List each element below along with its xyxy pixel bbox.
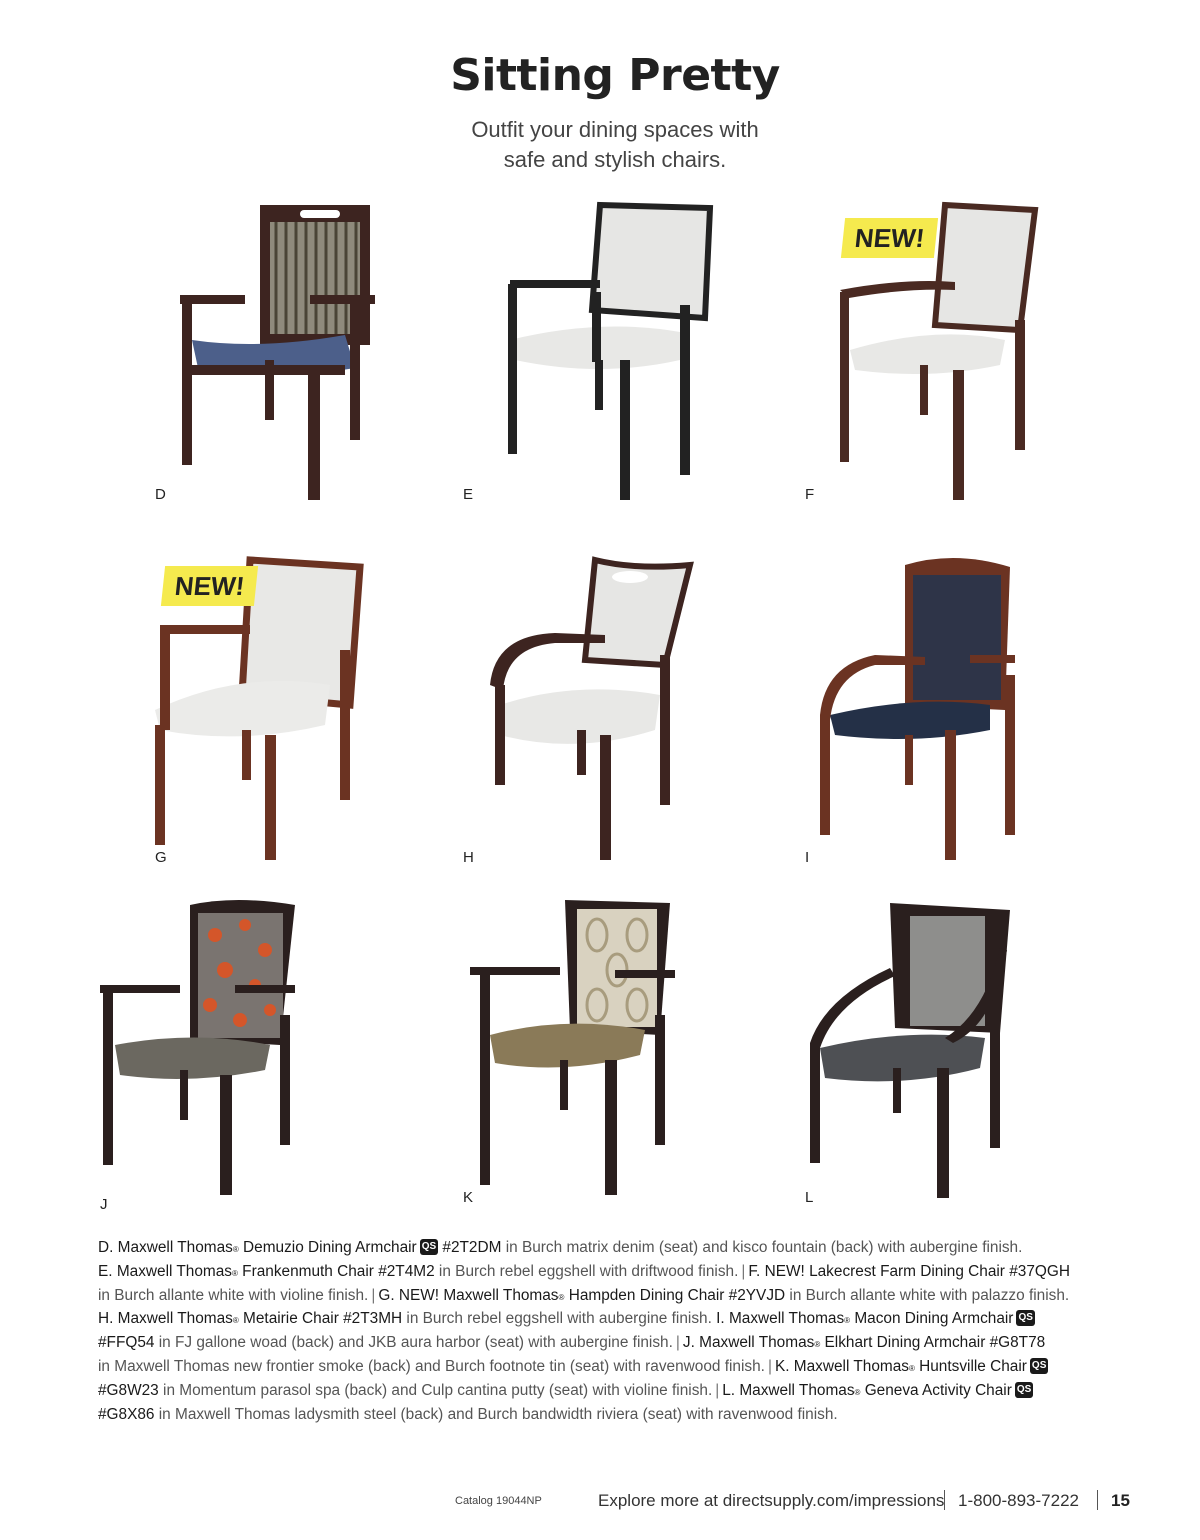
desc-d-name2: Demuzio Dining Armchair <box>238 1239 417 1256</box>
desc-line-2 <box>98 1260 1168 1284</box>
subtitle-line-2: safe and stylish chairs. <box>503 147 727 172</box>
qs-icon: QS <box>1015 1382 1033 1398</box>
desc-l-text: in Maxwell Thomas ladysmith steel (back) and Burch bandwidth riviera (seat) with ravenwood finish. <box>154 1405 838 1423</box>
desc-i-sku: #FFQ54 <box>98 1334 155 1352</box>
desc-line-4 <box>98 1307 1168 1331</box>
desc-g-name: G. NEW! Maxwell Thomas <box>378 1286 559 1304</box>
qs-icon: QS <box>1030 1358 1048 1374</box>
desc-j-name2: Elkhart Dining Armchair #G8T78 <box>820 1334 1046 1352</box>
desc-e-name: E. Maxwell Thomas <box>98 1262 232 1280</box>
desc-l-name: L. Maxwell Thomas <box>722 1381 855 1399</box>
desc-d-text: in Burch matrix denim (seat) and kisco fountain (back) with aubergine finish. <box>501 1239 1023 1256</box>
chair-d-image <box>170 200 390 505</box>
chair-j-image <box>95 895 305 1200</box>
desc-line-3 <box>98 1284 1168 1308</box>
desc-line-6 <box>98 1355 1168 1379</box>
desc-j-name: J. Maxwell Thomas <box>682 1334 815 1352</box>
desc-k-name2: Huntsville Chair <box>914 1357 1027 1375</box>
desc-i-name2: Macon Dining Armchair <box>850 1310 1014 1328</box>
reg-mark: ® <box>232 1316 239 1326</box>
desc-k-text: in Momentum parasol spa (back) and Culp cantina putty (seat) with violine finish. <box>158 1381 713 1399</box>
page-subtitle <box>0 115 1200 175</box>
footer-divider <box>944 1490 945 1510</box>
qs-icon: QS <box>420 1239 438 1255</box>
desc-line-5 <box>98 1331 1168 1355</box>
desc-line-7 <box>98 1379 1168 1403</box>
reg-mark: ® <box>232 1268 238 1278</box>
desc-d-name: D. Maxwell Thomas <box>98 1239 233 1256</box>
reg-mark: ® <box>814 1340 821 1350</box>
separator: | <box>715 1381 720 1399</box>
phone-number[interactable]: 1-800-893-7222 <box>958 1491 1079 1510</box>
chair-letter-k: K <box>463 1189 474 1206</box>
desc-k-name: K. Maxwell Thomas <box>774 1357 909 1375</box>
desc-l-name2: Geneva Activity Chair <box>860 1381 1012 1399</box>
page-title: Sitting Pretty <box>450 50 780 101</box>
desc-j-text: in Maxwell Thomas new frontier smoke (back) and Burch footnote tin (seat) with ravenwood finish. <box>98 1357 765 1375</box>
chair-k-image <box>465 895 680 1200</box>
desc-f-text: in Burch allante white with violine finish. <box>98 1286 369 1304</box>
desc-d-sku: #2T2DM <box>438 1239 502 1256</box>
separator: | <box>767 1357 772 1375</box>
reg-mark: ® <box>908 1363 915 1373</box>
desc-line-8 <box>98 1403 1168 1427</box>
page-footer <box>0 1490 1200 1514</box>
separator: | <box>371 1286 376 1304</box>
chair-letter-g: G <box>155 849 167 866</box>
chair-h-image <box>485 555 695 865</box>
footer-divider <box>1097 1490 1098 1510</box>
chair-letter-h: H <box>463 849 474 866</box>
reg-mark: ® <box>844 1316 851 1326</box>
chair-letter-i: I <box>805 849 810 866</box>
desc-l-sku: #G8X86 <box>98 1405 155 1423</box>
desc-h-name2: Metairie Chair #2T3MH <box>238 1310 403 1328</box>
desc-g-text: in Burch allante white with palazzo finish. <box>785 1286 1070 1304</box>
desc-i-text: in FJ gallone woad (back) and JKB aura harbor (seat) with aubergine finish. <box>154 1334 673 1352</box>
chair-e-image <box>500 200 715 505</box>
chair-letter-e: E <box>463 486 474 503</box>
new-badge-f: NEW! <box>841 218 939 258</box>
reg-mark: ® <box>232 1245 239 1254</box>
chair-letter-d: D <box>155 486 166 503</box>
page-number: 15 <box>1111 1491 1130 1510</box>
desc-e-name2: Frankenmuth Chair #2T4M2 <box>237 1262 435 1280</box>
reg-mark: ® <box>854 1387 861 1397</box>
product-descriptions <box>98 1236 1168 1426</box>
qs-icon: QS <box>1016 1310 1034 1326</box>
reg-mark: ® <box>558 1292 565 1302</box>
desc-line-1 <box>98 1236 1168 1260</box>
desc-g-name2: Hampden Dining Chair #2YVJD <box>564 1286 786 1304</box>
subtitle-line-1: Outfit your dining spaces with <box>471 117 759 142</box>
chair-i-image <box>815 555 1030 865</box>
explore-link[interactable]: Explore more at directsupply.com/impressions <box>598 1491 945 1510</box>
new-badge-g: NEW! <box>161 566 259 606</box>
desc-k-sku: #G8W23 <box>98 1381 159 1399</box>
chair-letter-f: F <box>805 486 815 503</box>
desc-e-text: in Burch rebel eggshell with driftwood finish. <box>434 1262 739 1280</box>
chair-letter-j: J <box>100 1196 108 1213</box>
desc-h-text: in Burch rebel eggshell with aubergine finish. <box>402 1310 712 1328</box>
chair-letter-l: L <box>805 1189 814 1206</box>
chair-l-image <box>805 898 1020 1203</box>
catalog-number: Catalog 19044NP <box>455 1495 542 1507</box>
desc-i-name: I. Maxwell Thomas <box>716 1310 845 1328</box>
desc-f-name: F. NEW! Lakecrest Farm Dining Chair #37QGH <box>748 1262 1070 1280</box>
separator: | <box>675 1334 680 1352</box>
separator: | <box>741 1262 746 1280</box>
desc-h-name: H. Maxwell Thomas <box>98 1310 233 1328</box>
